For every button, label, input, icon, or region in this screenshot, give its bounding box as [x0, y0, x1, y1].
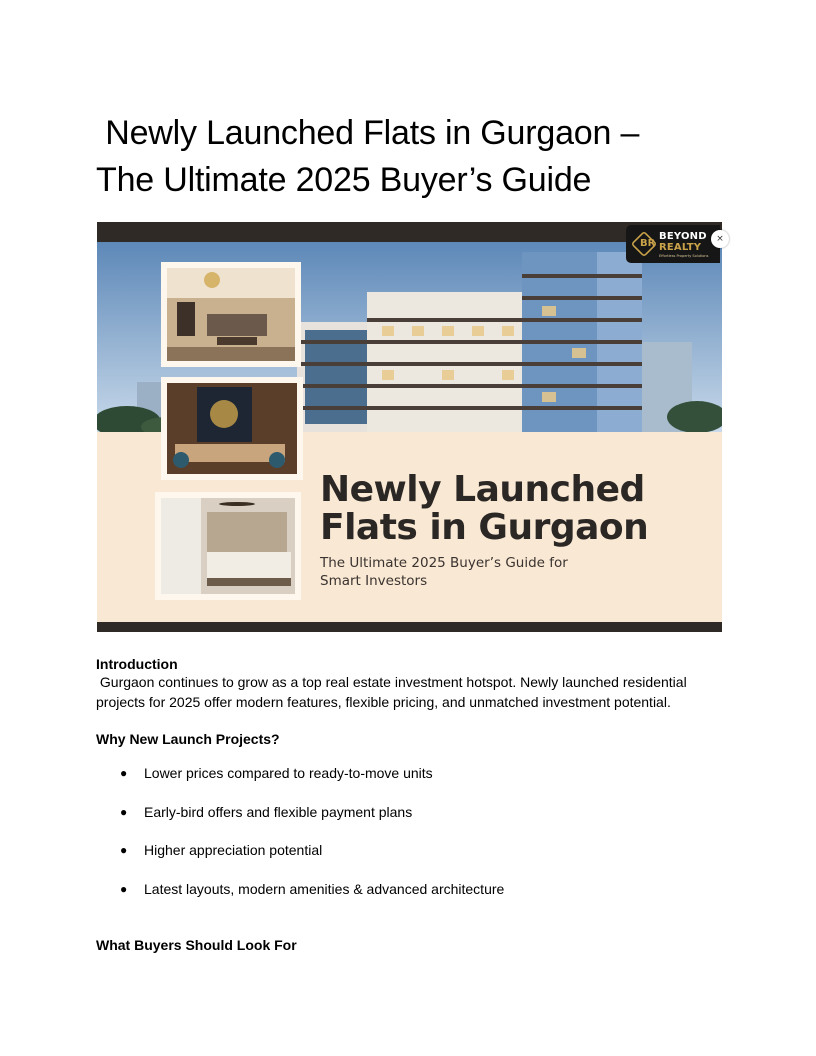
list-item — [96, 764, 736, 803]
banner-subtitle-line-1: The Ultimate 2025 Buyer’s Guide for — [320, 555, 568, 571]
banner-headline — [320, 471, 720, 547]
logo-monogram: BR — [640, 238, 656, 249]
list-item-text: Latest layouts, modern amenities & advanced architecture — [144, 881, 505, 898]
banner-subtitle-line-2: Smart Investors — [320, 573, 428, 589]
banner-headline-line-2: Flats in Gurgaon — [320, 507, 649, 548]
document-title-line-2: The Ultimate 2025 Buyer’s Guide — [96, 161, 592, 199]
introduction-paragraph — [96, 673, 736, 712]
bullet-icon: ● — [120, 766, 128, 780]
logo-text-beyond: BEYOND — [659, 231, 707, 242]
list-item — [96, 803, 736, 842]
what-buyers-heading: What Buyers Should Look For — [96, 937, 297, 953]
bullet-icon: ● — [120, 843, 128, 858]
banner-headline-line-1: Newly Launched — [320, 469, 645, 510]
banner-bottom-bar — [97, 622, 722, 632]
list-item-text: Lower prices compared to ready-to-move units — [144, 765, 433, 781]
introduction-heading: Introduction — [96, 656, 178, 672]
list-item-text: Early-bird offers and flexible payment plans — [144, 803, 413, 820]
introduction-line-1: Gurgaon continues to grow as a top real estate investment hotspot. Newly launched residential — [96, 674, 687, 690]
document-title-line-1: Newly Launched Flats in Gurgaon – — [96, 114, 640, 152]
document-title — [96, 110, 736, 204]
photo-dining-room — [161, 377, 303, 480]
list-item — [96, 841, 736, 880]
why-new-launch-list — [96, 764, 736, 919]
logo-text-realty: REALTY — [659, 242, 702, 253]
bullet-icon: ● — [120, 804, 128, 819]
photo-living-room — [161, 262, 301, 367]
bullet-icon: ● — [120, 882, 128, 897]
banner-subtitle — [320, 554, 620, 590]
close-icon[interactable]: × — [711, 230, 729, 248]
introduction-line-2: projects for 2025 offer modern features, flexible pricing, and unmatched investment potential. — [96, 693, 671, 710]
list-item-text: Higher appreciation potential — [144, 842, 323, 859]
logo-tagline: Effortless Property Solutions — [659, 254, 709, 258]
photo-bedroom — [155, 492, 301, 600]
list-item — [96, 880, 736, 919]
beyond-realty-logo — [626, 225, 720, 263]
why-new-launch-heading: Why New Launch Projects? — [96, 731, 280, 747]
